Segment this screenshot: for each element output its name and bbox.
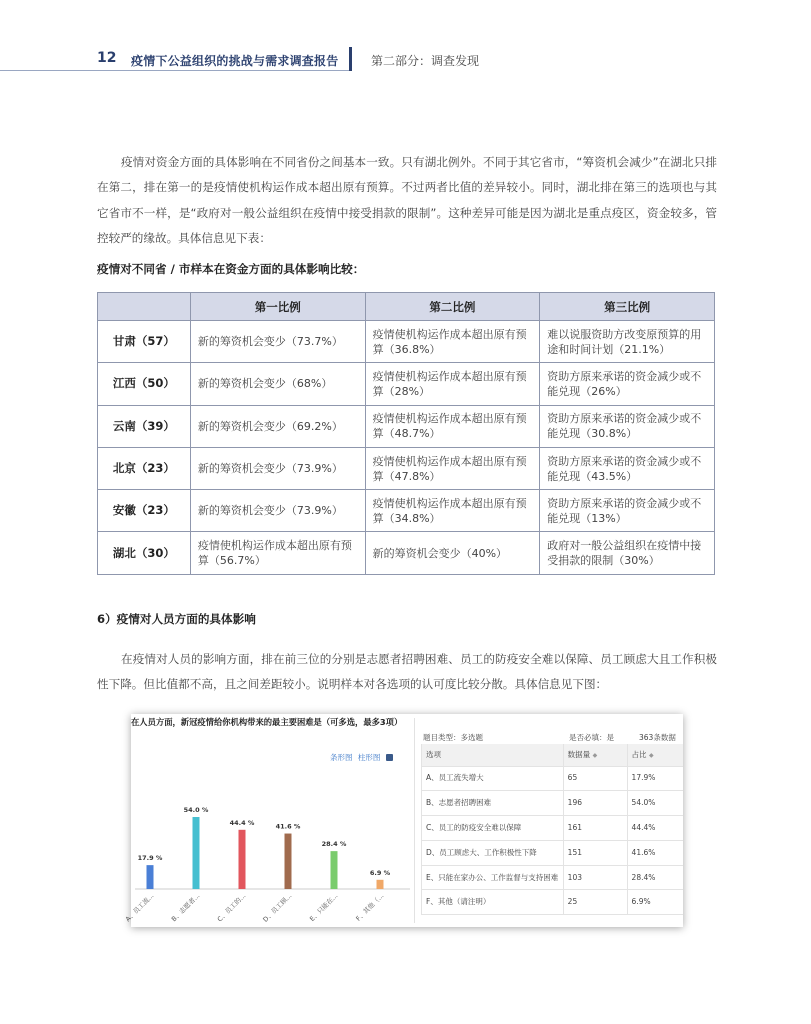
column-chart-link[interactable]: 柱形图: [357, 753, 381, 762]
result-row: [422, 791, 684, 816]
table-header-cell: [98, 293, 191, 321]
percent-cell: 54.0%: [627, 791, 683, 816]
data-label: 6.9 %: [369, 868, 391, 877]
second-ratio-cell: 疫情使机构运作成本超出原有预算（36.8%）: [365, 321, 540, 363]
second-ratio-cell: 疫情使机构运作成本超出原有预算（47.8%）: [365, 447, 540, 489]
data-count: 363条数据: [639, 733, 676, 742]
data-label: 44.4 %: [229, 818, 255, 827]
first-ratio-cell: 新的筹资机会变少（73.9%）: [190, 490, 365, 532]
table-header-cell: 第一比例: [190, 293, 365, 321]
table-row: [98, 532, 715, 574]
count-cell: 151: [563, 840, 627, 865]
option-cell: D、员工顾虑大、工作积极性下降: [422, 840, 564, 865]
table-header-row: [98, 293, 715, 321]
report-title: 疫情下公益组织的挑战与需求调查报告: [131, 54, 339, 68]
option-cell: F、其他（请注明）: [422, 890, 564, 915]
sort-icon: ◆: [592, 752, 598, 760]
first-ratio-cell: 新的筹资机会变少（68%）: [190, 363, 365, 405]
count-header[interactable]: 数据量 ◆: [563, 744, 627, 766]
bar-chart-link[interactable]: 条形图: [330, 753, 353, 762]
section-heading: 6）疫情对人员方面的具体影响: [97, 612, 256, 626]
second-ratio-cell: 疫情使机构运作成本超出原有预算（48.7%）: [365, 405, 540, 447]
table-header-cell: 第二比例: [365, 293, 540, 321]
question-type: 题目类型：多选题: [423, 733, 483, 742]
x-tick-label: F、其他（...: [354, 891, 386, 923]
x-tick-label: C、员工的...: [215, 891, 248, 924]
first-ratio-cell: 新的筹资机会变少（69.2%）: [190, 405, 365, 447]
paragraph-staff: 在疫情对人员的影响方面，排在前三位的分别是志愿者招聘困难、员工的防疫安全难以保障、员工顾虑大且工作积极性下降。但比值都不高，且之间差距较小。说明样本对各选项的认可度比较分散。具体信息见下图：: [97, 652, 717, 692]
table-header-cell: 第三比例: [540, 293, 715, 321]
count-cell: 161: [563, 816, 627, 841]
bar: [147, 865, 154, 889]
result-table-header: [422, 744, 684, 766]
option-cell: A、员工流失增大: [422, 766, 564, 791]
save-icon[interactable]: [386, 754, 393, 761]
page-number: 12: [97, 50, 117, 66]
count-cell: 65: [563, 766, 627, 791]
data-label: 28.4 %: [321, 840, 347, 849]
bar: [193, 817, 200, 889]
x-tick-label: E、只能在...: [308, 891, 340, 924]
second-ratio-cell: 疫情使机构运作成本超出原有预算（28%）: [365, 363, 540, 405]
region-cell: 安徽（23）: [98, 490, 191, 532]
percent-cell: 44.4%: [627, 816, 683, 841]
table-row: [98, 490, 715, 532]
third-ratio-cell: 资助方原来承诺的资金减少或不能兑现（26%）: [540, 363, 715, 405]
table-row: [98, 321, 715, 363]
bar: [239, 830, 246, 889]
result-row: [422, 766, 684, 791]
percent-cell: 6.9%: [627, 890, 683, 915]
second-ratio-cell: 新的筹资机会变少（40%）: [365, 532, 540, 574]
x-tick-label: B、志愿者...: [169, 891, 202, 924]
table-row: [98, 447, 715, 489]
first-ratio-cell: 疫情使机构运作成本超出原有预算（56.7%）: [190, 532, 365, 574]
percent-header[interactable]: 占比 ◆: [627, 744, 683, 766]
result-row: [422, 816, 684, 841]
first-ratio-cell: 新的筹资机会变少（73.9%）: [190, 447, 365, 489]
bar: [331, 851, 338, 889]
count-cell: 25: [563, 890, 627, 915]
count-cell: 196: [563, 791, 627, 816]
region-cell: 湖北（30）: [98, 532, 191, 574]
bar: [285, 834, 292, 889]
third-ratio-cell: 资助方原来承诺的资金减少或不能兑现（13%）: [540, 490, 715, 532]
required-flag: 是否必填：是: [569, 733, 614, 742]
region-cell: 云南（39）: [98, 405, 191, 447]
region-cell: 甘肃（57）: [98, 321, 191, 363]
panel-divider: [414, 718, 415, 923]
x-tick-label: D、员工顾...: [261, 891, 294, 924]
survey-result-panel: [123, 714, 683, 927]
region-cell: 江西（50）: [98, 363, 191, 405]
x-tick-label: A、员工流...: [123, 891, 156, 924]
bar: [377, 880, 384, 889]
result-row: [422, 890, 684, 915]
option-cell: E、只能在家办公、工作监督与支持困难: [422, 865, 564, 890]
table-row: [98, 405, 715, 447]
third-ratio-cell: 资助方原来承诺的资金减少或不能兑现（43.5%）: [540, 447, 715, 489]
table-heading: 疫情对不同省 / 市样本在资金方面的具体影响比较：: [97, 262, 365, 276]
paragraph-funding: 疫情对资金方面的具体影响在不同省份之间基本一致。只有湖北例外。不同于其它省市，“筹资机会减少”在湖北只排在第二，排在第一的是疫情使机构运作成本超出原有预算。不过两者比值的差异较小。同时，湖北排在第三的选项也与其它省市不一样，是“政府对一般公益组织在疫情中接受捐款的限制”。这种差异可能是因为湖北是重点疫区，资金较多，管控较严的缘故。具体信息见下表：: [97, 155, 717, 245]
percent-cell: 28.4%: [627, 865, 683, 890]
data-label: 17.9 %: [137, 854, 163, 863]
first-ratio-cell: 新的筹资机会变少（73.7%）: [190, 321, 365, 363]
percent-cell: 17.9%: [627, 766, 683, 791]
result-row: [422, 865, 684, 890]
option-cell: B、志愿者招聘困难: [422, 791, 564, 816]
percent-cell: 41.6%: [627, 840, 683, 865]
third-ratio-cell: 资助方原来承诺的资金减少或不能兑现（30.8%）: [540, 405, 715, 447]
result-row: [422, 840, 684, 865]
data-label: 41.6 %: [275, 822, 301, 831]
part-title: 第二部分：调查发现: [371, 54, 480, 68]
second-ratio-cell: 疫情使机构运作成本超出原有预算（34.8%）: [365, 490, 540, 532]
region-cell: 北京（23）: [98, 447, 191, 489]
sort-icon: ◆: [648, 752, 654, 760]
survey-question: 在人员方面，新冠疫情给你机构带来的最主要困难是（可多选，最多3项）: [131, 717, 403, 727]
result-table: [421, 744, 683, 915]
comparison-table: [97, 292, 715, 575]
third-ratio-cell: 难以说服资助方改变原预算的用途和时间计划（21.1%）: [540, 321, 715, 363]
third-ratio-cell: 政府对一般公益组织在疫情中接受捐款的限制（30%）: [540, 532, 715, 574]
data-label: 54.0 %: [183, 806, 209, 814]
header-divider: [349, 47, 352, 71]
bar-chart: [123, 764, 414, 926]
option-cell: C、员工的防疫安全难以保障: [422, 816, 564, 841]
count-cell: 103: [563, 865, 627, 890]
header-rule: [0, 70, 350, 71]
table-row: [98, 363, 715, 405]
chart-type-links: [330, 752, 393, 763]
option-header: 选项: [422, 744, 564, 766]
